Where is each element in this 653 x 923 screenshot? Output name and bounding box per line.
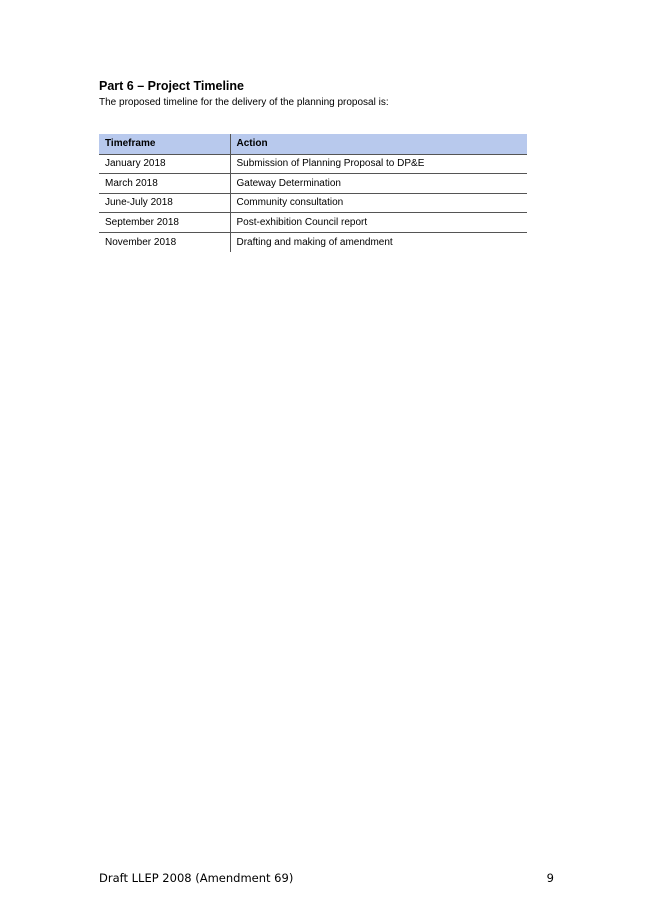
table-row: [99, 174, 527, 194]
page-number: 9: [546, 871, 554, 885]
table-row: [99, 154, 527, 174]
table-header-row: [99, 134, 527, 154]
cell-timeframe: June-July 2018: [99, 193, 230, 213]
footer-title: Draft LLEP 2008 (Amendment 69): [99, 871, 294, 885]
table-row: [99, 232, 527, 252]
timeline-table: [99, 134, 527, 252]
cell-timeframe: March 2018: [99, 174, 230, 194]
cell-timeframe: January 2018: [99, 154, 230, 174]
header-action: Action: [230, 134, 527, 154]
cell-action: Gateway Determination: [230, 174, 527, 194]
cell-action: Community consultation: [230, 193, 527, 213]
cell-action: Drafting and making of amendment: [236, 236, 393, 248]
cell-action: Submission of Planning Proposal to DP&E: [230, 154, 527, 174]
section-heading: Part 6 – Project Timeline: [99, 79, 244, 93]
cell-timeframe: September 2018: [99, 213, 230, 233]
cell-action: Post-exhibition Council report: [230, 213, 527, 233]
cell-timeframe: November 2018: [99, 232, 230, 252]
header-timeframe: Timeframe: [99, 134, 230, 154]
table-row: [99, 193, 527, 213]
table-row: [99, 213, 527, 233]
section-intro: The proposed timeline for the delivery of the planning proposal is:: [99, 97, 389, 108]
